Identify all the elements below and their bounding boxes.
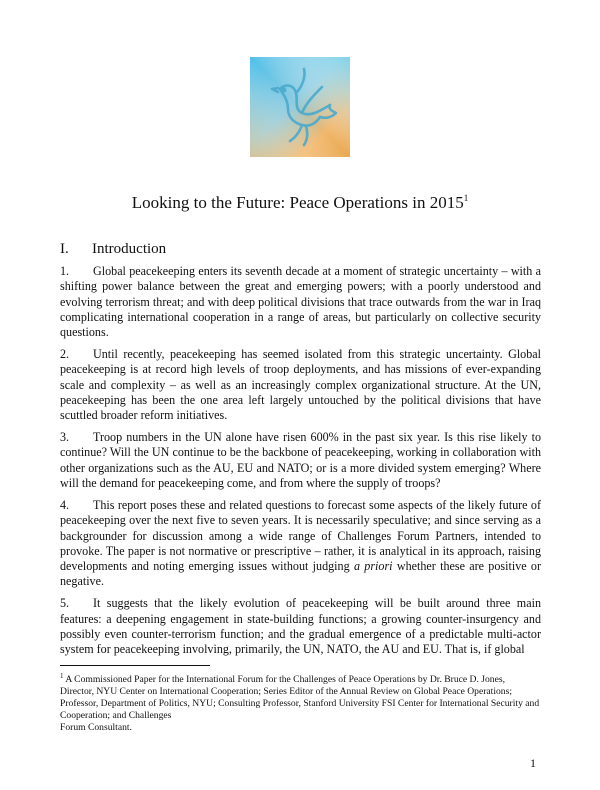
paragraph-1 bbox=[60, 264, 541, 340]
paragraph-text: This report poses these and related questions to forecast some aspects of the likely future of peacekeeping over the next five to seven years. It is necessarily speculative; and since serving as a backgrounder for discussion among a wide range of Challenges Forum Partners, intended to provoke. The paper is not normative or prescriptive – rather, it is analytical in its approach, raising developments and noting emerging issues without judging bbox=[60, 497, 541, 574]
dove-logo-icon bbox=[250, 57, 350, 157]
page-number: 1 bbox=[530, 756, 536, 770]
section-heading bbox=[60, 240, 166, 258]
paragraph-italic-text: a priori bbox=[353, 559, 393, 574]
paragraph-text-end: whether these are positive or negative. bbox=[60, 559, 541, 589]
document-title bbox=[0, 188, 600, 213]
paragraph-2 bbox=[60, 347, 541, 423]
section-number: I. bbox=[60, 241, 69, 257]
paragraph-number: 1. bbox=[60, 264, 70, 278]
paragraph-number: 5. bbox=[60, 596, 70, 611]
document-body bbox=[60, 264, 541, 664]
section-title: Introduction bbox=[92, 241, 167, 257]
paragraph-text: It suggests that the likely evolution of peacekeeping will be built around three main features: a deepening engagement in state-building functions; a growing counter-insurgency and possibly even counter-terrorism function; and the gradual emergence of a predictable multi-actor system for peacekeeping involving, primarily, the UN, NATO, the AU and EU. That is, if global bbox=[60, 596, 541, 657]
title-footnote-mark: 1 bbox=[463, 193, 469, 203]
footnote-text-last-line: Forum Consultant. bbox=[60, 722, 132, 733]
paragraph-number: 2. bbox=[60, 347, 70, 362]
footnote-text: A Commissioned Paper for the International Forum for the Challenges of Peace Operations by Dr. Bruce D. Jones, Director, NYU Center on International Cooperation; Series Editor of the Annual Review on Global Peace Operations; Professor, Department of Politics, NYU; Consulting Professor, Stanford University FSI Center for International Security and Cooperation; and Challenges bbox=[60, 674, 540, 721]
paragraph-text: Until recently, peacekeeping has seemed isolated from this strategic uncertainty. Global peacekeeping is at record high levels of troop deployments, and has missions of ever-expanding scale and complexity – as well as an increasingly complex organizational structure. At the UN, peacekeeping has been the one area left largely untouched by the political divisions that have scuttled broader reform initiatives. bbox=[60, 347, 541, 423]
footnote-mark: 1 bbox=[60, 672, 64, 680]
paragraph-number: 4. bbox=[60, 497, 70, 512]
footnote-divider bbox=[60, 665, 210, 666]
title-text: Looking to the Future: Peace Operations in 2015 bbox=[131, 193, 464, 212]
paragraph-3 bbox=[60, 430, 541, 491]
paragraph-4 bbox=[60, 498, 541, 590]
footnote bbox=[60, 670, 540, 734]
paragraph-text: Global peacekeeping enters its seventh decade at a moment of strategic uncertainty – with a shifting power balance between the great and emerging powers; with a poorly understood and evolving terrorism threat; and with deep political divisions that trace outwards from the war in Iraq complicating international cooperation in a range of areas, but particularly on collective security questions. bbox=[60, 264, 541, 340]
paragraph-text: Troop numbers in the UN alone have risen 600% in the past six year. Is this rise likely to continue? Will the UN continue to be the backbone of peacekeeping, working in collaboration with other organizations such as the AU, EU and NATO; or is a more divided system emerging? Where will the demand for peacekeeping come, and from where the supply of troops? bbox=[60, 430, 541, 491]
paragraph-5 bbox=[60, 596, 541, 657]
paragraph-number: 3. bbox=[60, 430, 70, 445]
